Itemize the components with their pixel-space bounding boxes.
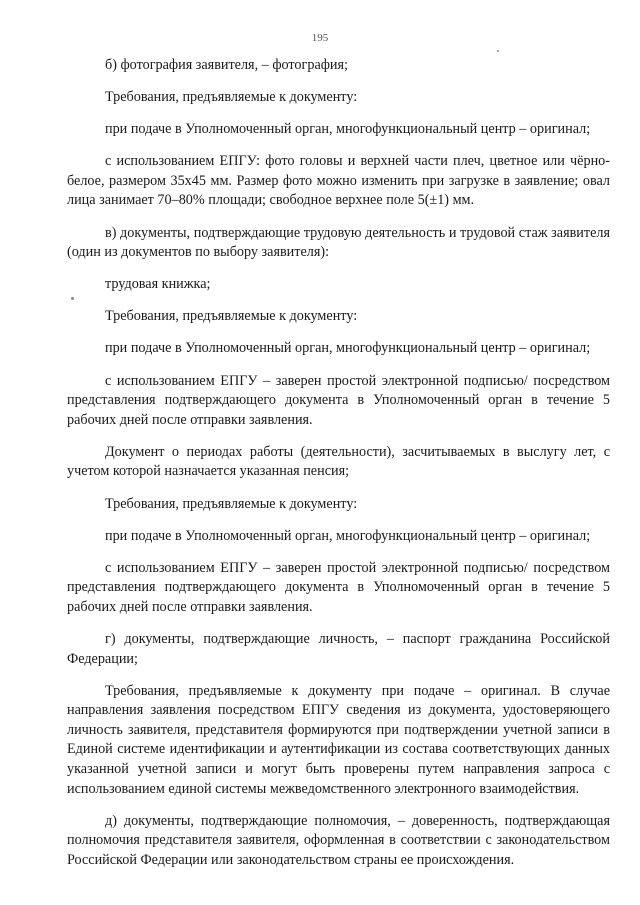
paragraph-requirements-heading: Требования, предъявляемые к документу: [105,495,358,512]
paragraph-work-book: трудовая книжка; [105,276,211,293]
paragraph-work-documents: в) документы, подтверждающие трудовую деятельность и трудовой стаж заявителя (один из документов по выбору заявителя): [67,224,610,261]
paragraph-photo: б) фотография заявителя, – фотография; [105,57,348,73]
scan-artifact-dot [497,50,499,52]
paragraph-authority-documents: д) документы, подтверждающие полномочия, – доверенность, подтверждающая полномочия представителя заявителя, оформленная в соответствии с законодательством Российской Федерации или законодательством страны ее происхождения. [67,812,610,868]
paragraph-submission-original: при подаче в Уполномоченный орган, многофункциональный центр – оригинал; [105,527,591,544]
paragraph-identity-requirements: Требования, предъявляемые к документу при подаче – оригинал. В случае направления заявления посредством ЕПГУ сведения из документа, удостоверяющего личность заявителя, представителя формируются при подтверждении учетной записи в Единой системе идентификации и аутентификации из состава соответствующих данных указанной учетной записи и могут быть проверены путем направления запроса с использованием единой системы межведомственного электронного взаимодействия. [67,682,610,797]
paragraph-submission-original: при подаче в Уполномоченный орган, многофункциональный центр – оригинал; [105,340,591,357]
paragraph-requirements-heading: Требования, предъявляемые к документу: [105,89,358,106]
document-body [67,56,610,883]
paragraph-work-periods: Документ о периодах работы (деятельности), засчитываемых в выслугу лет, с учетом которой назначается указанная пенсия; [67,443,610,480]
paragraph-epgu-photo: с использованием ЕПГУ: фото головы и верхней части плеч, цветное или чёрно-белое, размером 35х45 мм. Размер фото можно изменить при загрузке в заявление; овал лица занимает 70–80% площади; свободное верхнее поле 5(±1) мм. [67,153,610,209]
paragraph-epgu-signature: с использованием ЕПГУ – заверен простой электронной подписью/ посредством представления подтверждающего документа в Уполномоченный орган в течение 5 рабочих дней после отправки заявления. [67,372,610,428]
paragraph-requirements-heading: Требования, предъявляемые к документу: [105,308,358,325]
paragraph-epgu-signature: с использованием ЕПГУ – заверен простой электронной подписью/ посредством представления подтверждающего документа в Уполномоченный орган в течение 5 рабочих дней после отправки заявления. [67,559,610,615]
page-number: 195 [311,32,329,44]
paragraph-submission-original: при подаче в Уполномоченный орган, многофункциональный центр – оригинал; [105,121,591,138]
paragraph-identity-documents: г) документы, подтверждающие личность, – паспорт гражданина Российской Федерации; [67,630,610,667]
